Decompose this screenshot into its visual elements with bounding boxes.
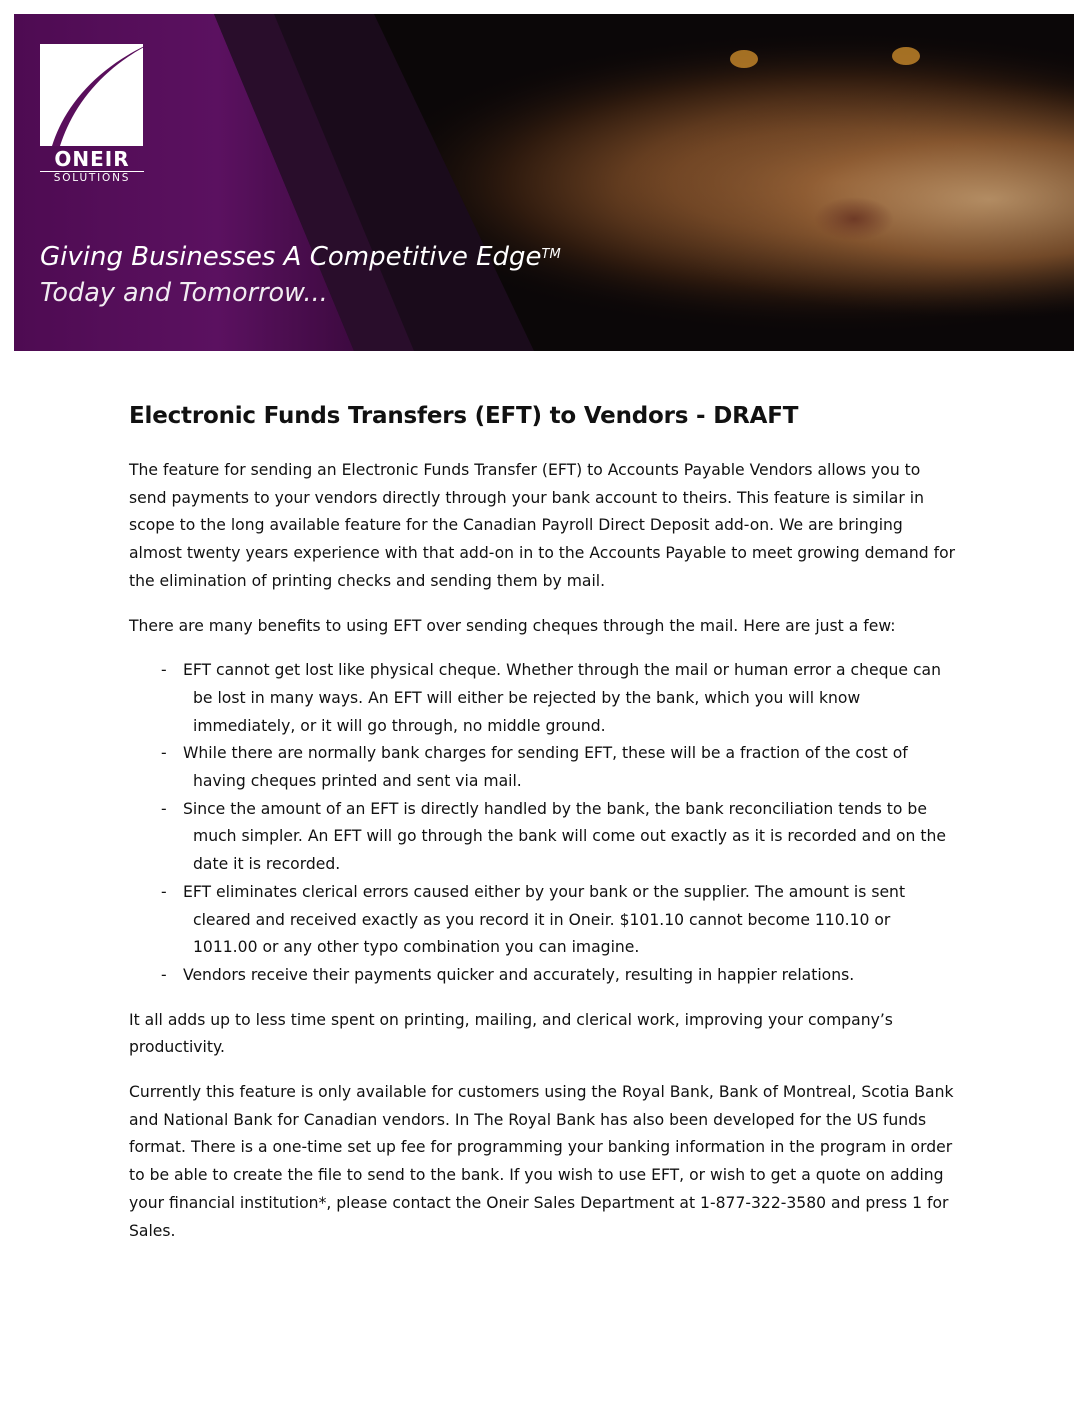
bullet-dash: - [161,799,167,818]
availability-paragraph: Currently this feature is only available for customers using the Royal Bank, Bank of Montreal, Scotia Bank and National Bank for Canadian vendors. In The Royal Bank has also been developed for the US funds format. There is a one-time set up fee for programming your banking information in the program in order to be able to create the file to send to the bank. If you wish to use EFT, or wish to get a quote on adding your financial institution*, please contact the Oneir Sales Department at 1-877-322-3580 and press 1 for Sales. [129,1083,954,1240]
oneir-logo-mark [40,44,143,146]
tagline-line-2: Today and Tomorrow... [40,278,328,308]
swoosh-icon [40,44,143,146]
benefits-list [129,657,959,989]
intro-paragraph: The feature for sending an Electronic Funds Transfer (EFT) to Accounts Payable Vendors allows you to send payments to your vendors directly through your bank account to theirs. This feature is similar in scope to the long available feature for the Canadian Payroll Direct Deposit add-on. We are bringing almost twenty years experience with that add-on in to the Accounts Payable to meet growing demand for the elimination of printing checks and sending them by mail. [129,461,956,590]
list-item: - EFT cannot get lost like physical cheque. Whether through the mail or human error a cheque can be lost in many ways. An EFT will either be rejected by the bank, which you will know immediately, or it will go through, no middle ground. [129,657,959,740]
logo-wordmark: ONEIR [54,147,130,171]
bullet-dash: - [161,882,167,901]
bullet-dash: - [161,661,167,680]
tagline [40,239,561,311]
summary-paragraph: It all adds up to less time spent on printing, mailing, and clerical work, improving your company’s productivity. [129,1010,893,1057]
list-item: - EFT eliminates clerical errors caused either by your bank or the supplier. The amount is sent cleared and received exactly as you record it in Oneir. $101.10 cannot become 110.10 or 1011.00 or any other typo combination you can imagine. [129,879,959,962]
bullet-dash: - [161,965,167,984]
bullet-dash: - [161,744,167,763]
list-item: - Vendors receive their payments quicker and accurately, resulting in happier relations. [129,962,959,990]
tagline-line-1: Giving Businesses A Competitive Edge [40,242,542,272]
document-title: Electronic Funds Transfers (EFT) to Vendors - DRAFT [129,403,799,429]
logo-subtitle: SOLUTIONS [40,171,144,185]
document-body [129,398,959,1262]
list-item: - Since the amount of an EFT is directly handled by the bank, the bank reconciliation tends to be much simpler. An EFT will go through the bank will come out exactly as it is recorded and on the date it is recorded. [129,796,959,879]
trademark-mark: TM [541,247,561,262]
list-item: - While there are normally bank charges for sending EFT, these will be a fraction of the cost of having cheques printed and sent via mail. [129,740,959,795]
benefits-intro: There are many benefits to using EFT over sending cheques through the mail. Here are just a few: [129,616,896,635]
header-banner [14,14,1074,351]
